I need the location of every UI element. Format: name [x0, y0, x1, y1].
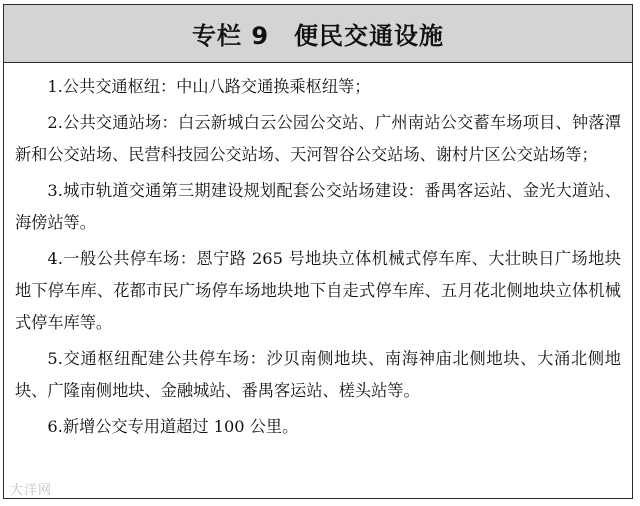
column-title: 专栏 9 便民交通设施: [191, 22, 445, 50]
column-header: [4, 5, 632, 63]
item-bus-lanes: 6.新增公交专用道超过 100 公里。: [47, 417, 299, 436]
column-body: [4, 63, 632, 443]
item-bus-stations: 2.公共交通站场：白云新城白云公园公交站、广州南站公交蓄车场项目、钟落潭新和公交站场、民营科技园公交站场、天河智谷公交站场、谢村片区公交站场等；: [15, 113, 621, 164]
item-rail-transit-bus-stations: 3.城市轨道交通第三期建设规划配套公交站场建设：番禺客运站、金光大道站、海傍站等。: [15, 181, 621, 232]
watermark: 大洋网: [10, 483, 53, 498]
item-transport-hub: 1.公共交通枢纽：中山八路交通换乘枢纽等；: [47, 77, 371, 96]
item-public-parking: 4.一般公共停车场：恩宁路 265 号地块立体机械式停车库、大壮映日广场地块地下停车库、花都市民广场停车场地块地下自走式停车库、五月花北侧地块立体机械式停车库等。: [15, 249, 621, 332]
item-hub-parking: 5.交通枢纽配建公共停车场：沙贝南侧地块、南海神庙北侧地块、大涌北侧地块、广隆南侧地块、金融城站、番禺客运站、槎头站等。: [15, 349, 621, 400]
column-box: [3, 4, 633, 499]
